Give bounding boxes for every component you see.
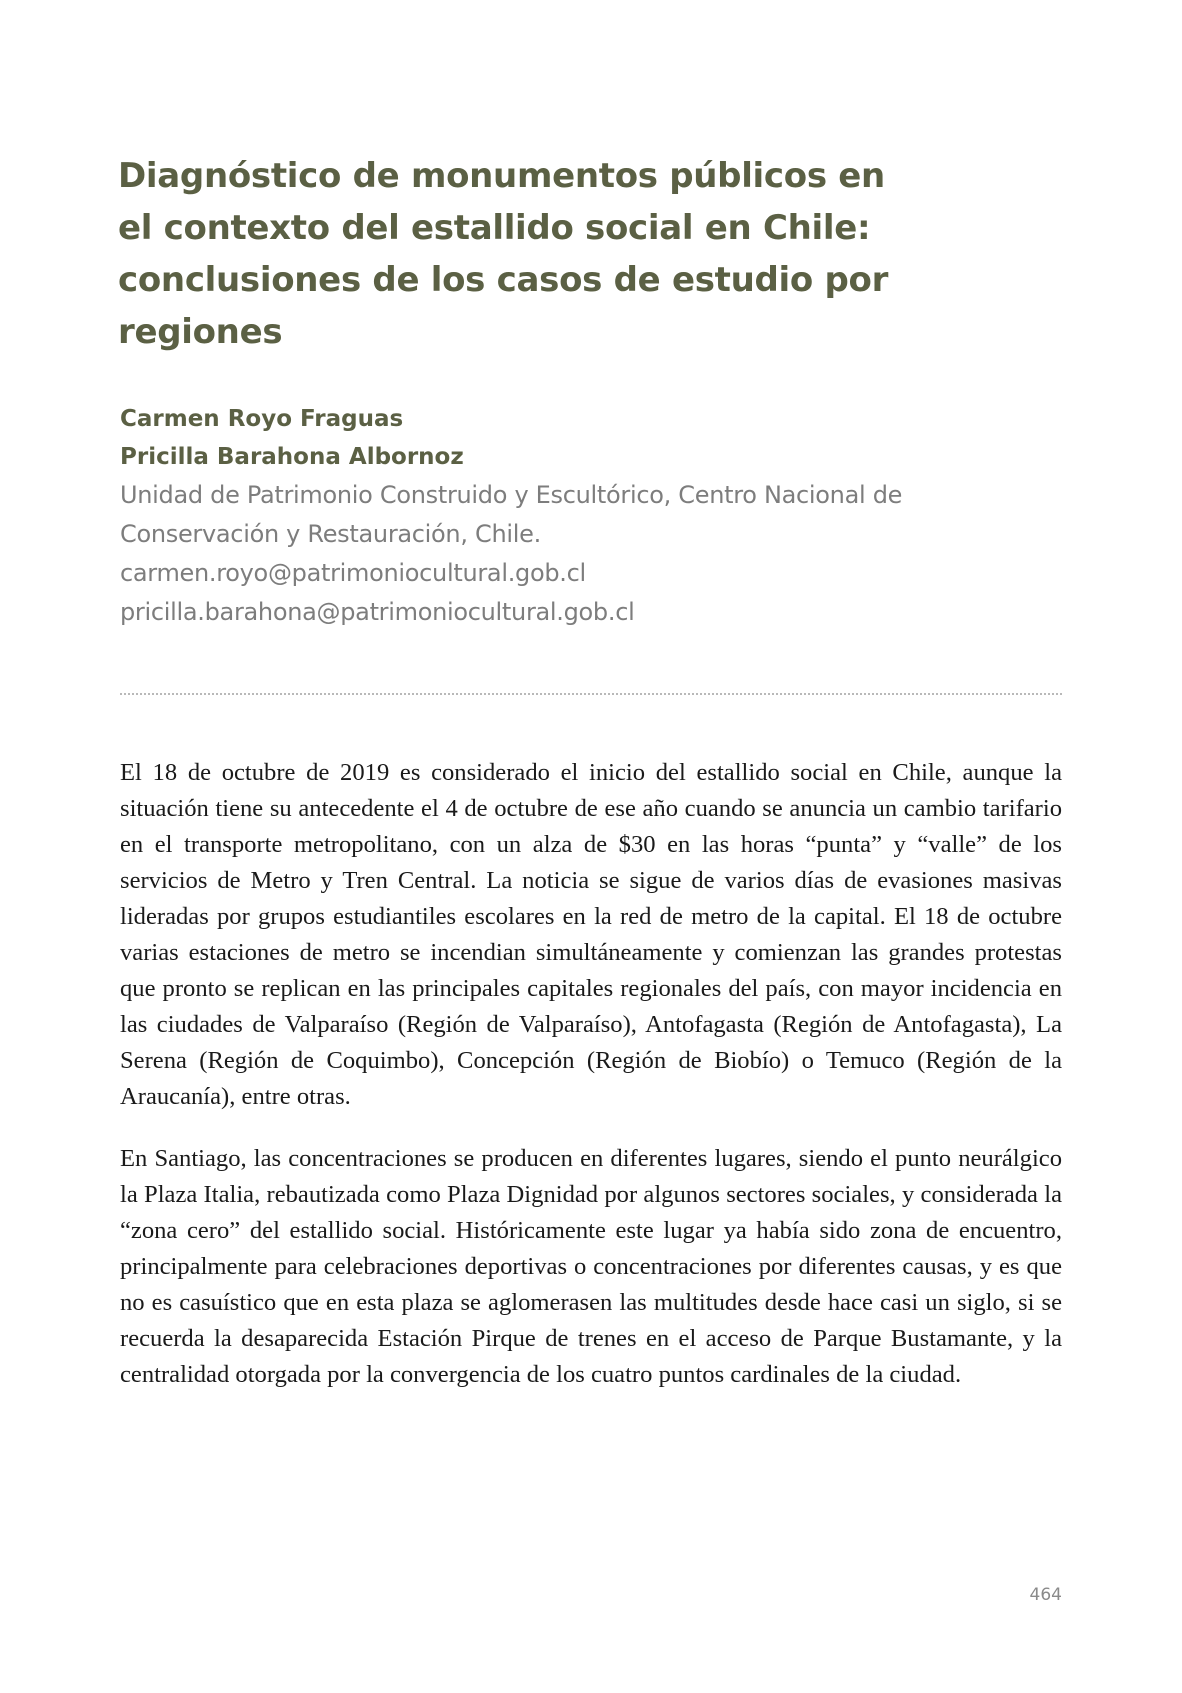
- body-paragraph: En Santiago, las concentraciones se producen en diferentes lugares, siendo el punto neurálgico la Plaza Italia, rebautizada como Plaza Dignidad por algunos sectores sociales, y considerada la “zona cero” del estallido social. Históricamente este lugar ya había sido zona de encuentro, principalmente para celebraciones deportivas o concentraciones por diferentes causas, y es que no es casuístico que en esta plaza se aglomerasen las multitudes desde hace casi un siglo, si se recuerda la desaparecida Estación Pirque de trenes en el acceso de Parque Bustamante, y la centralidad otorgada por la convergencia de los cuatro puntos cardinales de la ciudad.: [120, 1145, 1062, 1388]
- title-line: el contexto del estallido social en Chile:: [118, 208, 871, 248]
- body-text: [120, 755, 1062, 1419]
- page-number: 464: [1029, 1585, 1062, 1605]
- title-line: regiones: [118, 312, 283, 352]
- author-name: Pricilla Barahona Albornoz: [120, 444, 464, 470]
- affiliation-line: Unidad de Patrimonio Construido y Escultórico, Centro Nacional de: [120, 481, 903, 509]
- section-divider: [120, 693, 1062, 695]
- author-email[interactable]: pricilla.barahona@patrimoniocultural.gob.cl: [120, 598, 635, 626]
- title-line: conclusiones de los casos de estudio por: [118, 260, 889, 300]
- affiliation-line: Conservación y Restauración, Chile.: [120, 520, 541, 548]
- author-block: [120, 400, 1070, 632]
- title-line: Diagnóstico de monumentos públicos en: [118, 156, 885, 196]
- author-email[interactable]: carmen.royo@patrimoniocultural.gob.cl: [120, 559, 586, 587]
- article-title: [118, 150, 1018, 358]
- body-paragraph: El 18 de octubre de 2019 es considerado el inicio del estallido social en Chile, aunque la situación tiene su antecedente el 4 de octubre de ese año cuando se anuncia un cambio tarifario en el transporte metropolitano, con un alza de $30 en las horas “punta” y “valle” de los servicios de Metro y Tren Central. La noticia se sigue de varios días de evasiones masivas lideradas por grupos estudiantiles escolares en la red de metro de la capital. El 18 de octubre varias estaciones de metro se incendian simultáneamente y comienzan las grandes protestas que pronto se replican en las principales capitales regionales del país, con mayor incidencia en las ciudades de Valparaíso (Región de Valparaíso), Antofagasta (Región de Antofagasta), La Serena (Región de Coquimbo), Concepción (Región de Biobío) o Temuco (Región de la Araucanía), entre otras.: [120, 759, 1062, 1110]
- author-name: Carmen Royo Fraguas: [120, 406, 404, 432]
